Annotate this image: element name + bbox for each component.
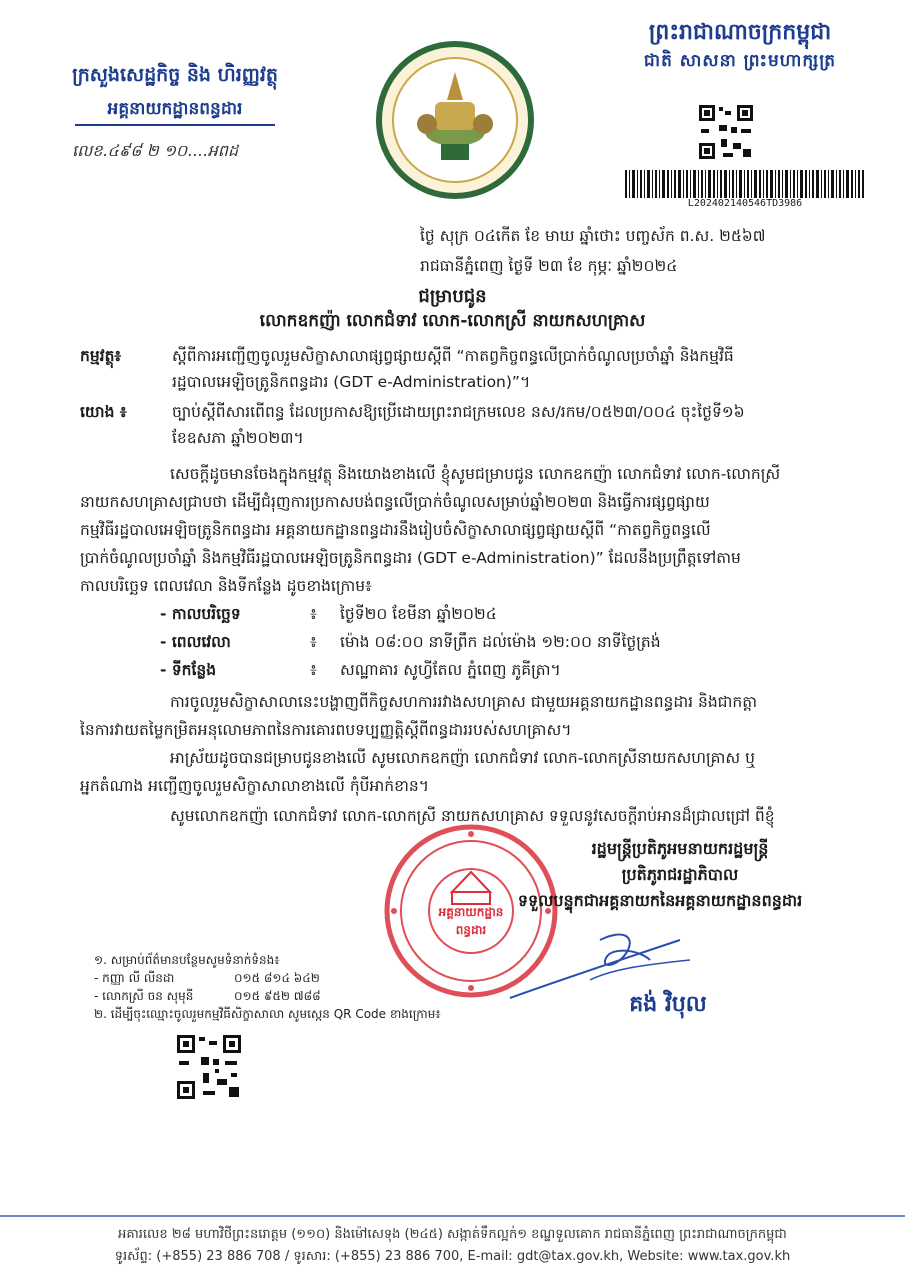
schedule-colon: ៖ (310, 633, 317, 651)
para1-line-4: ប្រាក់ចំណូលប្រចាំឆ្នាំ និងកម្មវិធីរដ្ឋបាលអេឡិចត្រូនិកពន្ធដារ (GDT e-Administration)” ដែលនឹងប្រព្រឹត្តទៅតាម (80, 549, 741, 567)
note-line-1: ១. សម្រាប់ព័ត៌មានបន្ថែមសូមទំនាក់ទំនង៖ (94, 953, 280, 967)
signatory-name: គង់ វិបុល (629, 992, 707, 1017)
schedule-date-label: - កាលបរិច្ឆេទ (160, 605, 241, 623)
subject-label: កម្មវត្ថុ៖ (80, 347, 122, 365)
contact-2-name: - លោកស្រី ចន សុមុនី (94, 989, 194, 1003)
signatory-title-2: ប្រតិភូរាជរដ្ឋាភិបាល (621, 865, 739, 884)
schedule-date-value: ថ្ងៃទី២០ ខែមីនា ឆ្នាំ២០២៤ (340, 605, 497, 623)
schedule-venue-value: សណ្ឋាគារ សូហ្វីតែល ភ្នំពេញ ភូគីត្រា។ (340, 661, 561, 679)
reference-line-2: ខែឧសភា ឆ្នាំ២០២៣។ (172, 429, 304, 447)
barcode-icon (625, 170, 865, 198)
lunar-date: ថ្ងៃ សុក្រ ០៤កើត ខែ មាឃ ឆ្នាំថោះ បញ្ចស័ក ព.ស. ២៥៦៧ (420, 227, 766, 245)
subject-line-1: ស្តីពីការអញ្ជើញចូលរួមសិក្ខាសាលាផ្សព្វផ្សាយស្តីពី “កាតព្វកិច្ចពន្ធលើប្រាក់ចំណូលប្រចាំឆ្នាំ និងកម្មវិធី (172, 347, 734, 365)
para2-line-1: ការចូលរួមសិក្ខាសាលានេះបង្ហាញពីកិច្ចសហការរវាងសហគ្រាស ជាមួយអគ្គនាយកដ្ឋានពន្ធដារ និងជាកត្តា (170, 693, 758, 711)
para1-line-5: កាលបរិច្ឆេទ ពេលវេលា និងទីកន្លែង ដូចខាងក្រោម៖ (80, 577, 372, 595)
footer-address: អគារលេខ ២៨ មហាវិថីព្រះនរោត្តម (១១០) និងម៉ៅសេទុង (២៤៥) សង្កាត់ទឹកល្អក់១ ខណ្ឌទួលគោក រាជធានីភ្នំពេញ ព្រះរាជាណាចក្រកម្ពុជា (118, 1227, 787, 1242)
schedule-time-value: ម៉ោង ០៨:០០ នាទីព្រឹក ដល់ម៉ោង ១២:០០ នាទីថ្ងៃត្រង់ (340, 633, 661, 651)
footer-divider (0, 1215, 905, 1217)
department-name: អគ្គនាយកដ្ឋានពន្ធដារ (107, 99, 243, 119)
solar-date: រាជធានីភ្នំពេញ ថ្ងៃទី ២៣ ខែ កុម្ភៈ ឆ្នាំ២០២៤ (420, 257, 678, 275)
reference-line-1: ច្បាប់ស្តីពីសារពើពន្ធ ដែលប្រកាសឱ្យប្រើដោយព្រះរាជក្រមលេខ នស/រកម/០៥២៣/០០៤ ចុះថ្ងៃទី១៦ (172, 403, 745, 421)
para1-line-2: នាយកសហគ្រាសជ្រាបថា ដើម្បីជំរុញការប្រកាសបង់ពន្ធលើប្រាក់ចំណូលសម្រាប់ឆ្នាំ២០២៣ និងធ្វើការផ្សព្វផ្សាយ (80, 493, 710, 511)
schedule-time-label: - ពេលវេលា (160, 633, 231, 651)
registration-qr-code-icon[interactable] (175, 1033, 243, 1101)
signatory-title-1: រដ្ឋមន្ត្រីប្រតិភូអមនាយករដ្ឋមន្ត្រី (591, 839, 769, 858)
reference-number: លេខ.៤៩៨ ២ ១០....អពដ (72, 141, 239, 160)
kingdom-title: ព្រះរាជាណាចក្រកម្ពុជា (648, 20, 832, 45)
header-qr-code-icon (697, 103, 755, 161)
closing-line: សូមលោកឧកញ៉ា លោកជំទាវ លោក-លោកស្រី នាយកសហគ្រាស ទទួលនូវសេចក្តីរាប់អានដ៏ជ្រាលជ្រៅ ពីខ្ញុំ (170, 807, 775, 825)
schedule-colon: ៖ (310, 605, 317, 623)
schedule-venue-label: - ទីកន្លែង (160, 661, 217, 679)
ministry-name: ក្រសួងសេដ្ឋកិច្ច និង ហិរញ្ញវត្ថុ (72, 64, 278, 86)
para3-line-2: អ្នកតំណាង អញ្ជើញចូលរួមសិក្ខាសាលាខាងលើ កុំបីអាក់ខាន។ (80, 777, 429, 795)
subject-line-2: រដ្ឋបាលអេឡិចត្រូនិកពន្ធដារ (GDT e-Administration)”។ (172, 373, 531, 391)
barcode-number: L202402140546TD3986 (687, 198, 803, 209)
national-motto: ជាតិ សាសនា ព្រះមហាក្សត្រ (643, 51, 837, 71)
contact-1-phone: ០១៥ ៨១៤ ៦៤២ (234, 971, 320, 985)
stamp-text: អគ្គនាយកដ្ឋាន ពន្ធដារ (438, 905, 504, 937)
header-underline (75, 124, 275, 126)
letter-recipients: លោកឧកញ៉ា លោកជំទាវ លោក-លោកស្រី នាយកសហគ្រាស (259, 311, 646, 331)
reference-label: យោង ៖ (80, 403, 127, 421)
para1-line-3: កម្មវិធីរដ្ឋបាលអេឡិចត្រូនិកពន្ធដារ អគ្គនាយកដ្ឋានពន្ធដារនឹងរៀបចំសិក្ខាសាលាផ្សព្វផ្សាយស្តីពី “កាតព្វកិច្ចពន្ធលើ (80, 521, 711, 539)
contact-1-name: - កញ្ញា លី លីនដា (94, 971, 175, 985)
contact-2-phone: ០១៥ ៩៥២ ៧៨៨ (234, 989, 321, 1003)
schedule-colon: ៖ (310, 661, 317, 679)
signatory-title-3: ទទួលបន្ទុកជាអគ្គនាយកនៃអគ្គនាយកដ្ឋានពន្ធដារ (517, 891, 803, 910)
para3-line-1: អាស្រ័យដូចបានជម្រាបជូនខាងលើ សូមលោកឧកញ៉ា លោកជំទាវ លោក-លោកស្រីនាយកសហគ្រាស ឬ (170, 749, 755, 767)
para2-line-2: នៃការវាយតម្លៃកម្រិតអនុលោមភាពនៃការគោរពបទប្បញ្ញត្តិស្តីពីពន្ធដាររបស់សហគ្រាស។ (80, 721, 572, 739)
gdt-emblem-icon (375, 40, 535, 200)
note-line-2: ២. ដើម្បីចុះឈ្មោះចូលរួមកម្មវិធីសិក្ខាសាលា សូមស្កេន QR Code ខាងក្រោម៖ (94, 1007, 441, 1021)
letter-title: ជម្រាបជូន (418, 286, 487, 307)
para1-line-1: សេចក្តីដូចមានចែងក្នុងកម្មវត្ថុ និងយោងខាងលើ ខ្ញុំសូមជម្រាបជូន លោកឧកញ៉ា លោកជំទាវ លោក-លោកស្រី (170, 465, 781, 483)
footer-contact: ទូរស័ព្ទ: (+855) 23 886 708 / ទូរសារ: (+855) 23 886 700, E-mail: gdt@tax.gov.kh, Website: www.tax.gov.kh (114, 1249, 791, 1264)
